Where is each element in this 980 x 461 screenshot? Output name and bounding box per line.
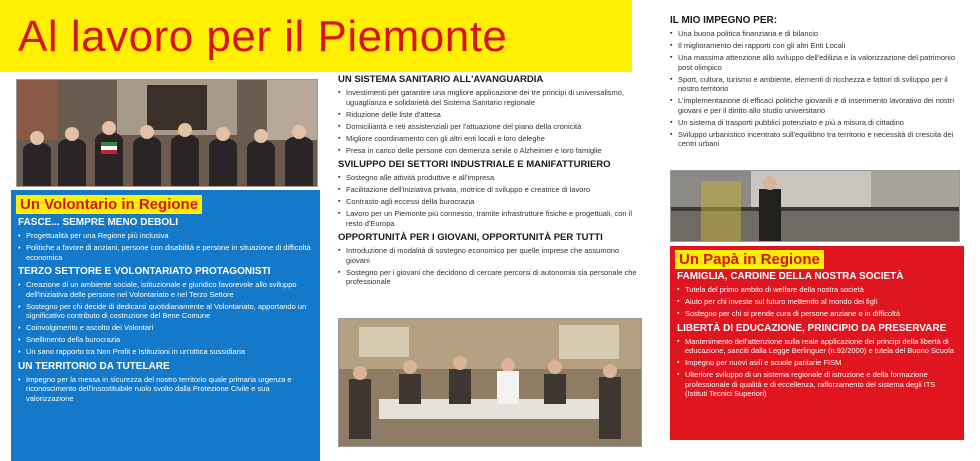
list-item: ▪ Impegno per nuovi asili e scuole paritarie FISM — [677, 358, 959, 368]
list-item: • Snellimento della burocrazia — [18, 335, 316, 345]
list-item: ▪ Sostegno alle attività produttive e all'impresa — [338, 173, 643, 183]
middle-column — [338, 74, 643, 289]
bullet-list — [670, 29, 962, 149]
section-heading: FAMIGLIA, CARDINE DELLA NOSTRA SOCIETÀ — [677, 271, 904, 282]
section-heading: OPPORTUNITÀ PER I GIOVANI, OPPORTUNITÀ PER TUTTI — [338, 232, 603, 243]
papa-panel — [670, 246, 964, 440]
list-item: ▪ Contrasto agli eccessi della burocrazia — [338, 197, 643, 207]
section-heading: LIBERTÀ DI EDUCAZIONE, PRINCIPIO DA PRESERVARE — [677, 322, 947, 334]
list-item: ▪ Investimenti per garantire una migliore applicazione dei tre principi di universalismo, uguaglianza e solidarietà del Sistema Sanitario regionale — [338, 88, 643, 107]
bullet-list — [338, 88, 643, 155]
section-heading: UN TERRITORIO DA TUTELARE — [18, 360, 170, 372]
list-item: • Coinvolgimento e ascolto dei Volontari — [18, 323, 316, 333]
list-item: ▪ Sostegno per i giovani che decidono di cercare percorsi di autonomia sia personale che professionale — [338, 268, 643, 287]
impegno-column — [670, 15, 962, 151]
list-item: • Sostegno per chi decide di dedicarsi quotidianamente al Volontariato, apportando un significativo contributo di costruzione del Bene Comune — [18, 302, 316, 321]
list-item: ▪ Migliore coordinamento con gli altri enti locali e loro deleghe — [338, 134, 643, 144]
list-item: ▪ L'implementazione di efficaci politiche giovanili e di inserimento lavorativo dei nostri giovani e per il diritto allo studio universitario — [670, 96, 962, 115]
section-heading: UN SISTEMA SANITARIO ALL'AVANGUARDIA — [338, 74, 544, 85]
portrait-photo — [670, 170, 960, 242]
section-heading: IL MIO IMPEGNO PER: — [670, 15, 778, 26]
crowd-photo — [16, 79, 318, 187]
volontario-tag: Un Volontario in Regione — [16, 195, 202, 214]
list-item: ▪ Sviluppo urbanistico incentrato sull'equilibrio tra territorio e necessità di crescita dei centri urbani — [670, 130, 962, 149]
bullet-list — [18, 375, 316, 404]
list-item: ▪ Sostegno per chi si prende cura di persone anziane o in difficoltà — [677, 309, 959, 319]
list-item: ▪ Sport, cultura, turismo e ambiente, elementi di ricchezza e fattori di sviluppo per il nostro territorio — [670, 75, 962, 94]
section-heading: TERZO SETTORE E VOLONTARIATO PROTAGONISTI — [18, 266, 271, 277]
list-item: • Un sano rapporto tra Non Profit e Istituzioni in un'ottica sussidiaria — [18, 347, 316, 357]
list-item: ▪ Facilitazione dell'iniziativa privata, motrice di sviluppo e creatrice di lavoro — [338, 185, 643, 195]
section-heading: SVILUPPO DEI SETTORI INDUSTRIALE E MANIFATTURIERO — [338, 159, 611, 170]
list-item: ▪ Mantenimento dell'attenzione sulla reale applicazione dei principi della libertà di educazione, sanciti dalla Legge Berlinguer (n.92/2000) e tutela del Buono Scuola — [677, 337, 959, 356]
papa-body — [677, 271, 959, 401]
list-item: ▪ Lavoro per un Piemonte più connesso, tramite infrastrutture fisiche e progettuali, con il resto d'Europa — [338, 209, 643, 228]
list-item: • Politiche a favore di anziani, persone con disabilità e persone in situazione di difficoltà economica — [18, 243, 316, 262]
list-item: ▪ Tutela del primo ambito di welfare della nostra società — [677, 285, 959, 295]
list-item: ▪ Domiciliarità e reti assistenziali per l'attuazione del piano della cronicità — [338, 122, 643, 132]
bullet-list — [18, 231, 316, 262]
bullet-list — [338, 173, 643, 228]
bullet-list — [338, 246, 643, 287]
bullet-list — [18, 280, 316, 357]
list-item: ▪ Riduzione delle liste d'attesa — [338, 110, 643, 120]
list-item: ▪ Il miglioramento dei rapporti con gli altri Enti Locali — [670, 41, 962, 51]
papa-tag: Un Papà in Regione — [675, 250, 824, 269]
list-item: ▪ Presa in carico delle persone con demenza senile o Alzheimer e loro famiglie — [338, 146, 643, 156]
list-item: ▪ Una buona politica finanziaria e di bilancio — [670, 29, 962, 39]
bullet-list — [677, 285, 959, 319]
bullet-list — [677, 337, 959, 399]
volontario-body — [18, 217, 316, 406]
list-item: ▪ Una massima attenzione allo sviluppo dell'edilizia e la valorizzazione del patrimonio post olimpico — [670, 53, 962, 72]
page-title: Al lavoro per il Piemonte — [18, 12, 508, 61]
list-item: • Progettualità per una Regione più inclusiva — [18, 231, 316, 241]
list-item: • Impegno per la messa in sicurezza del nostro territorio quale primaria urgenza e riconoscimento dell'insostituibile ruolo svolto dalla Protezione Civile e sua valorizzazione — [18, 375, 316, 404]
title-banner — [0, 0, 632, 72]
list-item: ▪ Introduzione di modalità di sostegno economico per quelle imprese che assumono giovani — [338, 246, 643, 265]
section-heading: FASCE... SEMPRE MENO DEBOLI — [18, 217, 179, 228]
volontario-panel — [11, 190, 320, 461]
list-item: ▪ Un sistema di trasporti pubblici potenziato e più a misura di cittadino — [670, 118, 962, 128]
list-item: ▪ Aiuto per chi investe sul futuro mettendo al mondo dei figli — [677, 297, 959, 307]
volunteers-photo — [338, 318, 642, 447]
list-item: • Creazione di un ambiente sociale, istituzionale e giuridico favorevole allo sviluppo dell'iniziativa delle persone nel Volontariato e nel Terzo Settore — [18, 280, 316, 299]
list-item: ▪ Ulteriore sviluppo di un sistema regionale di istruzione e della formazione professionale di qualità e di eccellenza, rafforzamento del sistema degli ITS (Istituti Tecnici Superiori) — [677, 370, 959, 399]
